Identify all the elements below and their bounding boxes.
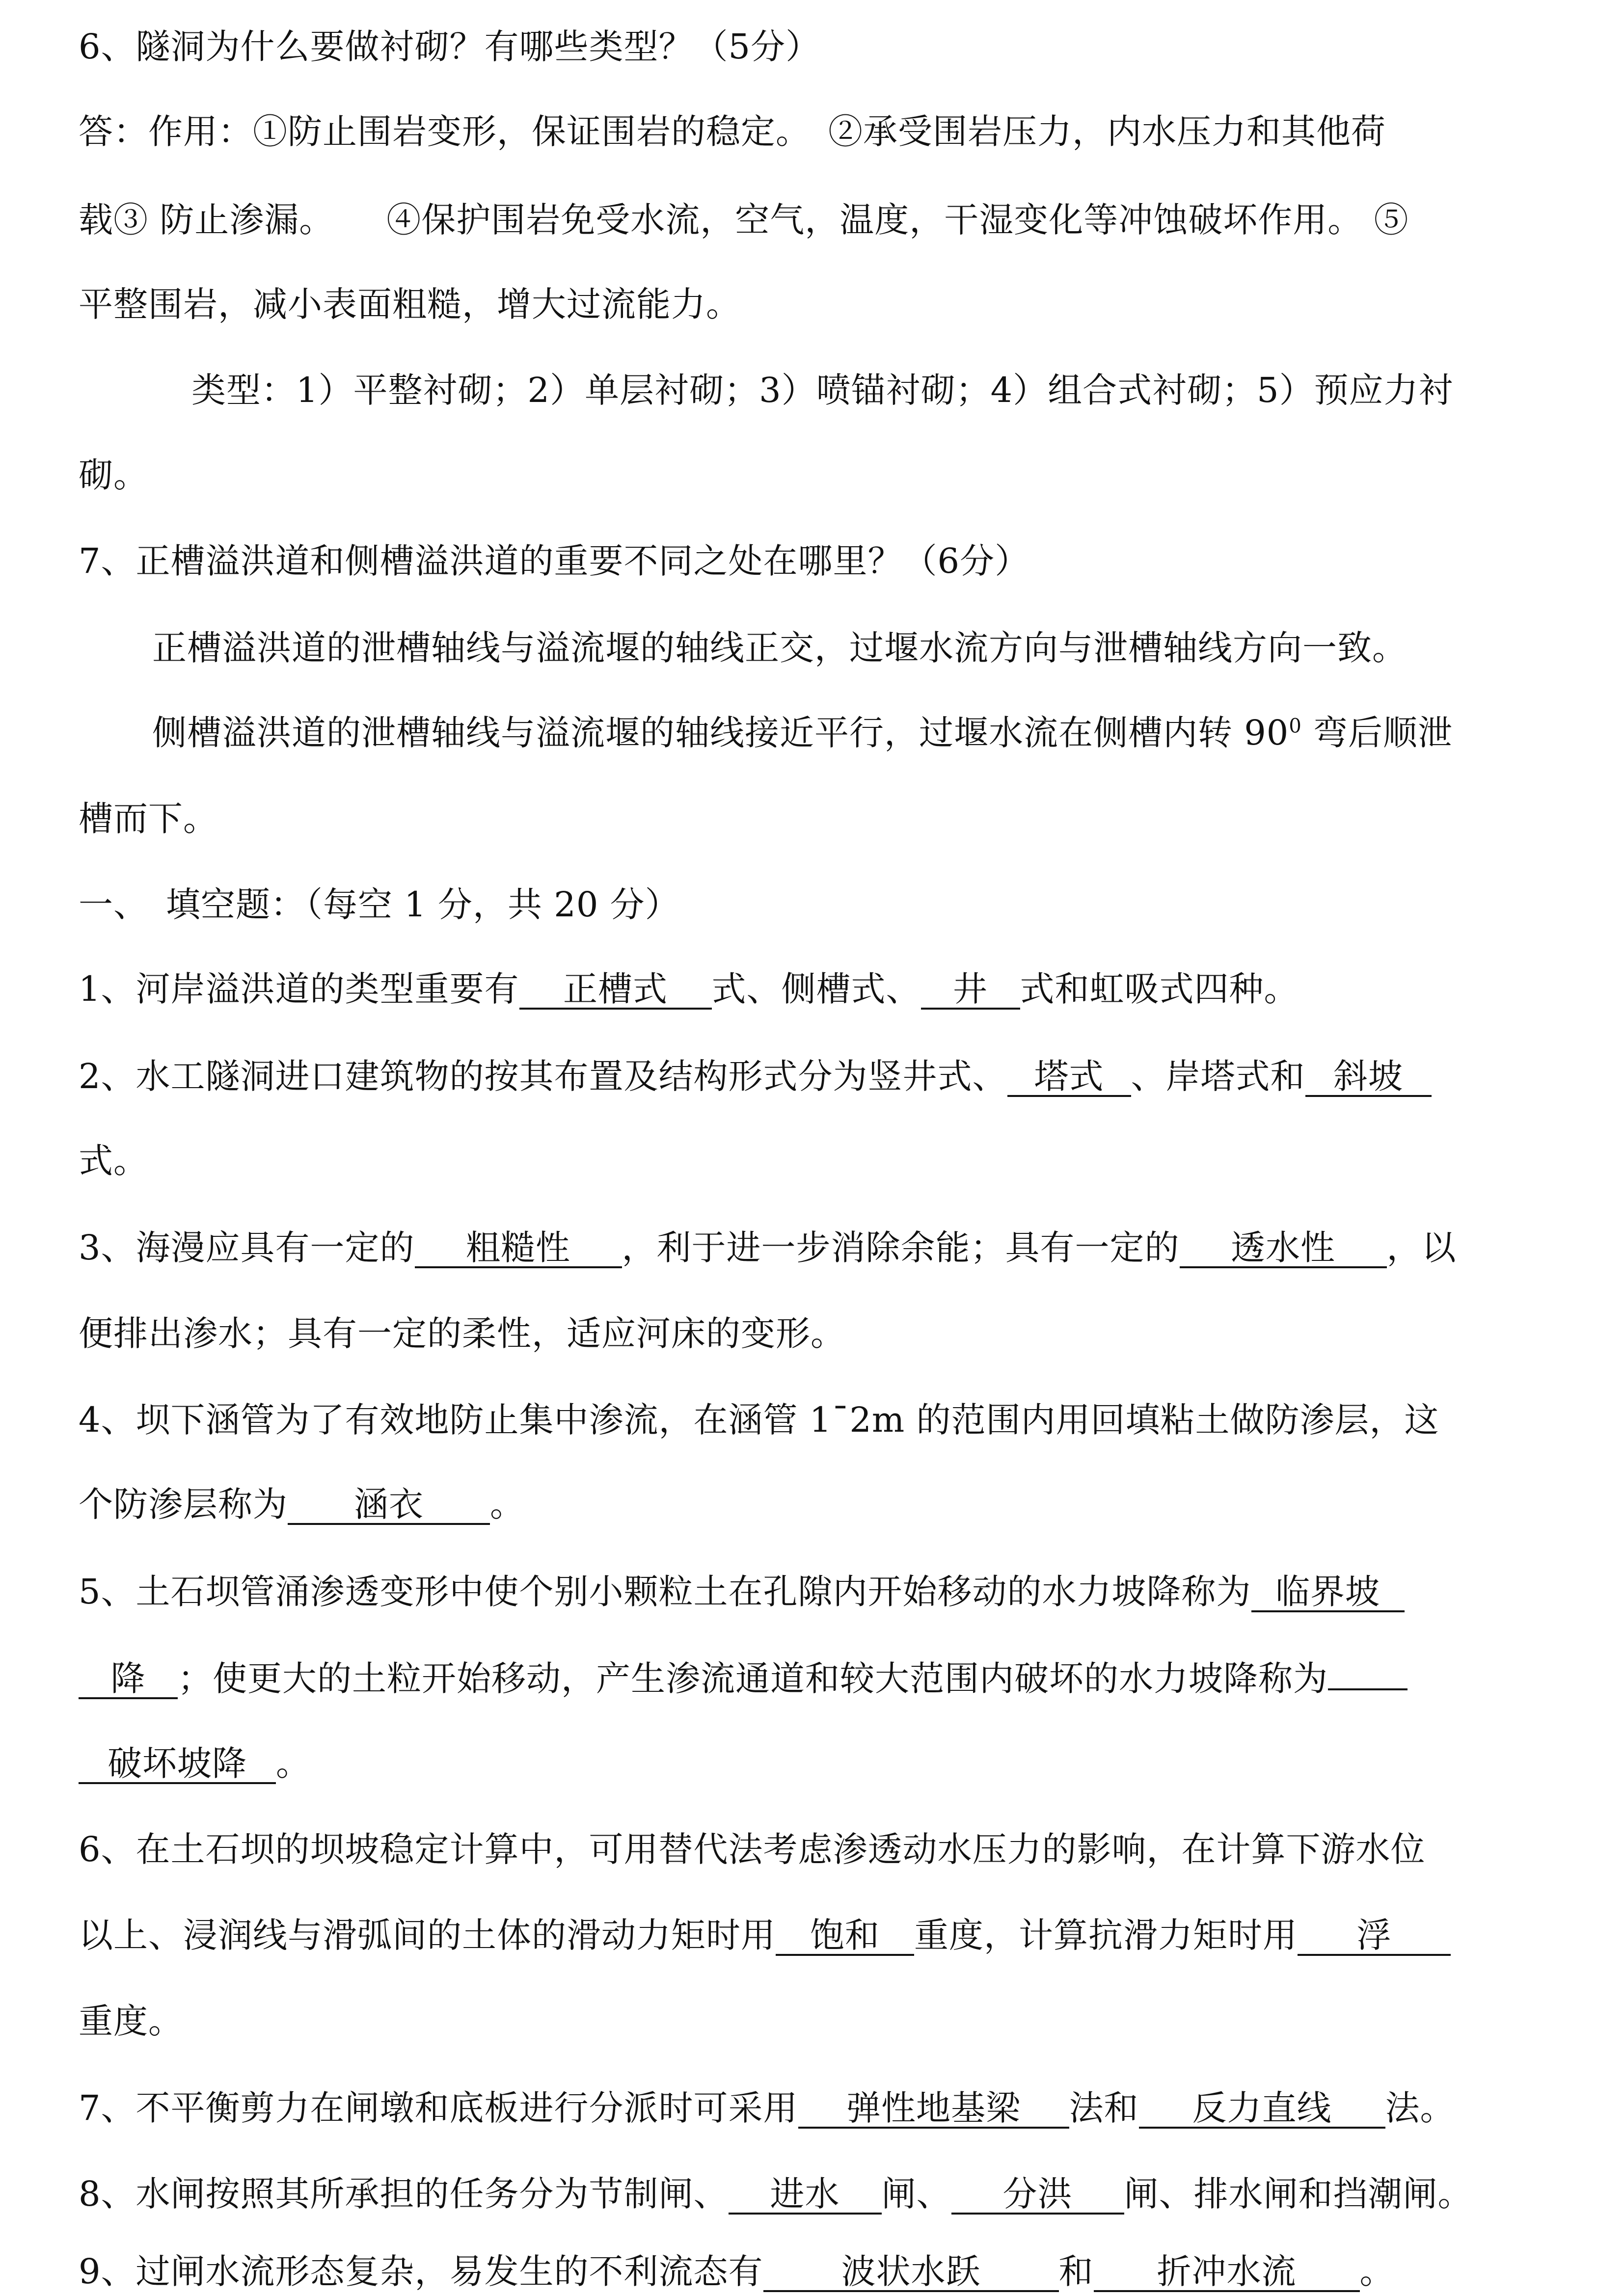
- fill-item-5-cont: 降 ；使更大的土粒开始移动，产生渗流通道和较大范围内破坏的水力坡降称为: [79, 1654, 1407, 1703]
- fill-item-8: 8、水闸按照其所承担的任务分为节制闸、 进水 闸、 分洪 闸、排水闸和挡潮闸。: [79, 2174, 1473, 2214]
- fill-item-5-cont-2: 破坏坡降 。: [79, 1739, 311, 1788]
- q6-types-line-1: 类型：1）平整衬砌；2）单层衬砌；3）喷锚衬砌；4）组合式衬砌；5）预应力衬: [191, 370, 1454, 410]
- answer-blank: 临界坡: [1251, 1573, 1405, 1612]
- answer-blank: 弹性地基梁: [798, 2089, 1069, 2129]
- q6-answer-line-2: 载③ 防止渗漏。 ④保护围岩免受水流，空气，温度，干湿变化等冲蚀破坏作用。 ⑤: [79, 200, 1409, 240]
- q6-types-line-2: 砌。: [79, 455, 148, 495]
- answer-blank: 涵衣: [288, 1486, 490, 1525]
- answer-blank: 波状水跃: [763, 2253, 1059, 2292]
- answer-blank: 透水性: [1180, 1229, 1387, 1268]
- answer-blank: 破坏坡降: [79, 1745, 276, 1784]
- q7-paragraph-2-cont: 槽而下。: [79, 799, 218, 839]
- answer-blank: 塔式: [1007, 1058, 1131, 1097]
- answer-blank: 反力直线: [1139, 2089, 1385, 2129]
- answer-blank: 降: [79, 1660, 178, 1699]
- answer-blank: 饱和: [776, 1917, 914, 1956]
- fill-item-6-cont-2: 重度。: [79, 2001, 183, 2041]
- answer-blank: 分洪: [951, 2175, 1124, 2215]
- q7-paragraph-1: 正槽溢洪道的泄槽轴线与溢流堰的轴线正交，过堰水流方向与泄槽轴线方向一致。: [152, 628, 1407, 668]
- answer-blank: 粗糙性: [415, 1229, 622, 1268]
- q7-paragraph-2: 侧槽溢洪道的泄槽轴线与溢流堰的轴线接近平行，过堰水流在侧槽内转 $90^0$ 弯后顺泄: [152, 713, 1453, 753]
- fill-item-6-cont: 以上、浸润线与滑弧间的土体的滑动力矩时用 饱和 重度，计算抗滑力矩时用 浮: [79, 1911, 1451, 1960]
- fill-item-2-cont: 式。: [79, 1141, 148, 1181]
- fill-item-6: 6、在土石坝的坝坡稳定计算中，可用替代法考虑渗透动水压力的影响，在计算下游水位: [79, 1829, 1426, 1869]
- fill-item-4: 4、坝下涵管为了有效地防止集中渗流，在涵管 1¯2m 的范围内用回填粘土做防渗层，这: [79, 1400, 1439, 1440]
- q7-title: 7、正槽溢洪道和侧槽溢洪道的重要不同之处在哪里？（6分）: [79, 541, 1030, 581]
- q6-answer-line-1: 答：作用：①防止围岩变形，保证围岩的稳定。 ②承受围岩压力，内水压力和其他荷: [79, 111, 1386, 152]
- fill-item-4-cont: 个防渗层称为 涵衣 。: [79, 1484, 525, 1524]
- answer-blank: 折冲水流: [1094, 2253, 1360, 2292]
- q6-title: 6、隧洞为什么要做衬砌？有哪些类型？（5分）: [79, 27, 821, 67]
- answer-blank: 井: [921, 970, 1020, 1010]
- fill-item-3-cont: 便排出渗水；具有一定的柔性，适应河床的变形。: [79, 1313, 845, 1354]
- answer-blank: 正槽式: [519, 970, 712, 1010]
- answer-blank: 浮: [1298, 1917, 1451, 1956]
- answer-blank: 斜坡: [1305, 1058, 1432, 1097]
- fill-item-5: 5、土石坝管涌渗透变形中使个别小颗粒土在孔隙内开始移动的水力坡降称为 临界坡: [79, 1567, 1405, 1616]
- q6-answer-line-3: 平整围岩，减小表面粗糙，增大过流能力。: [79, 284, 741, 324]
- fill-item-2: 2、水工隧洞进口建筑物的按其布置及结构形式分为竖井式、 塔式 、岸塔式和 斜坡: [79, 1052, 1432, 1101]
- fill-item-7: 7、不平衡剪力在闸墩和底板进行分派时可采用 弹性地基梁 法和 反力直线 法。: [79, 2088, 1455, 2128]
- answer-blank: 进水: [729, 2175, 882, 2215]
- fill-item-3: 3、海漫应具有一定的 粗糙性 ，利于进一步消除余能；具有一定的 透水性 ，以: [79, 1228, 1457, 1268]
- fill-item-9: 9、过闸水流形态复杂，易发生的不利流态有 波状水跃 和 折冲水流 。: [79, 2251, 1395, 2292]
- fill-item-1: 1、河岸溢洪道的类型重要有 正槽式 式、侧槽式、 井 式和虹吸式四种。: [79, 969, 1299, 1009]
- fill-blank-header: 一、 填空题：（每空 1 分，共 20 分）: [79, 884, 680, 925]
- answer-blank: [1328, 1688, 1407, 1690]
